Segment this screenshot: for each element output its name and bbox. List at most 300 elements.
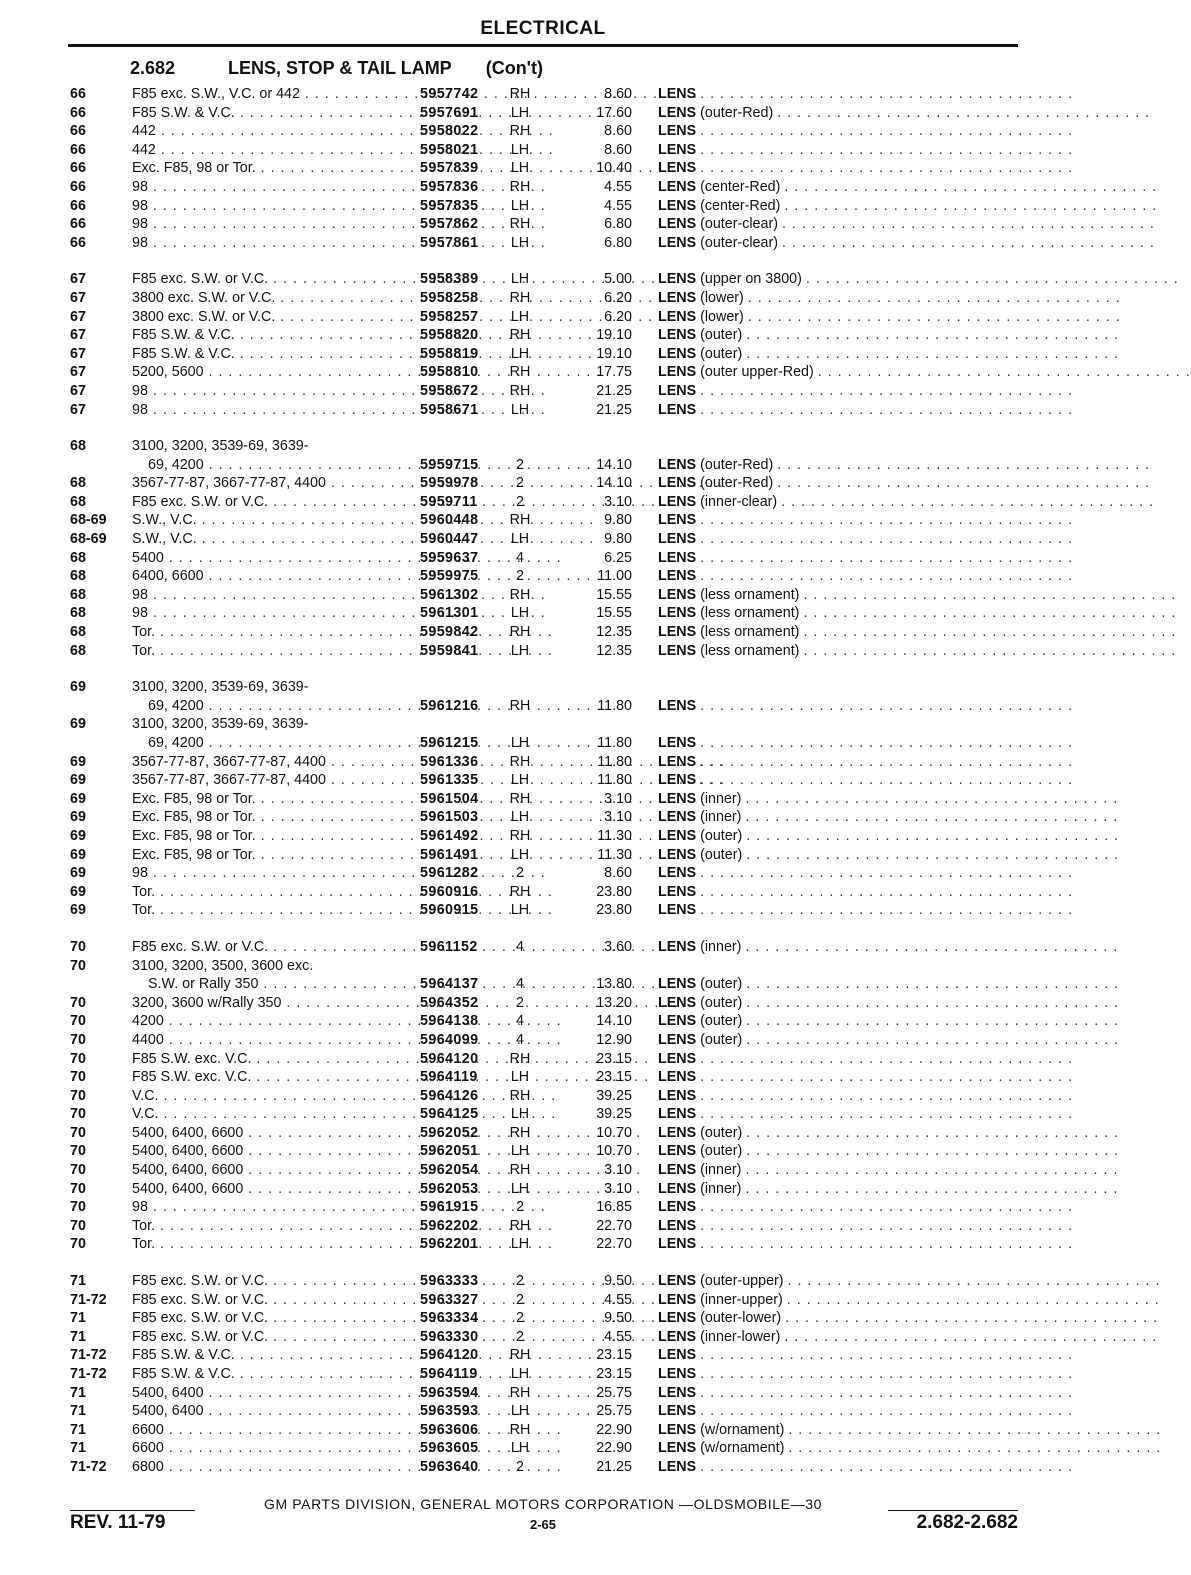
model-year: 69 bbox=[70, 679, 86, 696]
part-number: 5959637 bbox=[420, 549, 479, 566]
part-name: LENS bbox=[658, 902, 697, 919]
part-number: 5962054 bbox=[420, 1162, 479, 1179]
table-row bbox=[0, 493, 1155, 512]
application: Exc. F85, 98 or Tor. . . . bbox=[132, 846, 414, 865]
application: Exc. F85, 98 or Tor. . . . bbox=[132, 808, 414, 827]
application: 3100, 3200, 3539-69, 3639- bbox=[132, 438, 309, 455]
section-title: LENS, STOP & TAIL LAMP bbox=[228, 58, 452, 78]
part-name: LENS bbox=[658, 1050, 697, 1067]
leader-dots: . . . . . . . . . . . . . . . . . . . . . . . . . . . . . . . . . . . . . . bbox=[700, 531, 1074, 548]
description bbox=[658, 1068, 1074, 1087]
application: Exc. F85, 98 or Tor. . . . bbox=[132, 827, 414, 846]
leader-dots: . . . . . . . . . . . . . . . . . . . . . . . . . . . . . . . . . . . . . . bbox=[700, 1087, 1074, 1104]
price: 23.80 bbox=[596, 902, 632, 919]
part-number: 5963640 bbox=[420, 1458, 479, 1475]
model-year: 67 bbox=[70, 345, 86, 362]
leader-dots: . . . . . . . . . . . . . . . . . . . . . . . . . . . . . . . . . . . . . . bbox=[745, 790, 1119, 807]
leader-dots: . . . . . . . . . . . . . . . . . . . . . . . . . . . . . . . . . . . . . . bbox=[777, 104, 1151, 121]
application: 98 . . . bbox=[132, 864, 414, 883]
quantity-side: 2 bbox=[516, 1458, 524, 1475]
part-name: LENS bbox=[658, 586, 697, 603]
price: 4.55 bbox=[604, 1291, 632, 1308]
part-name: LENS bbox=[658, 475, 697, 492]
part-number: 5958389 bbox=[420, 271, 479, 288]
description bbox=[658, 1346, 1074, 1365]
table-row bbox=[0, 715, 1086, 734]
table-row bbox=[0, 623, 1177, 642]
part-number: 5959711 bbox=[420, 493, 478, 510]
part-number: 5964119 bbox=[420, 1069, 478, 1086]
quantity-side: 4 bbox=[516, 549, 524, 566]
part-number: 5963330 bbox=[420, 1328, 479, 1345]
price: 4.55 bbox=[604, 197, 632, 214]
part-number: 5957861 bbox=[420, 234, 479, 251]
part-name: LENS bbox=[658, 642, 697, 659]
leader-dots: . . . . . . . . . . . . . . . . . . . . . . . . . . . . . . . . . . . . . . bbox=[777, 475, 1151, 492]
part-number: 5961504 bbox=[420, 790, 479, 807]
leader-dots: . . . . . . . . . . . . . . . . . . . . . . . . . . . . . . . . . . . . . . bbox=[700, 401, 1074, 418]
quantity-side: LH bbox=[510, 345, 530, 362]
price: 23.80 bbox=[596, 883, 632, 900]
model-year: 70 bbox=[70, 1236, 86, 1253]
model-year: 68 bbox=[70, 642, 86, 659]
part-number: 5964120 bbox=[420, 1050, 479, 1067]
table-row bbox=[0, 567, 1086, 586]
part-number: 5961215 bbox=[420, 735, 479, 751]
application: V.C. . . . bbox=[132, 1105, 414, 1124]
part-name: LENS bbox=[658, 327, 697, 344]
part-number: 5961216 bbox=[420, 697, 479, 714]
description bbox=[658, 623, 1177, 642]
quantity-side: 2 bbox=[516, 1310, 524, 1327]
part-name: LENS bbox=[658, 1458, 697, 1475]
description bbox=[658, 567, 1074, 586]
quantity-side: LH bbox=[510, 271, 530, 288]
model-year: 71 bbox=[70, 1384, 86, 1401]
description bbox=[658, 474, 1151, 493]
leader-dots: . . . . . . . . . . . . . . . . . . . . . . . . . . . . . . . . . . . . . . bbox=[700, 865, 1074, 882]
description bbox=[658, 104, 1151, 123]
application: F85 exc. S.W. or V.C. . . . bbox=[132, 1272, 414, 1291]
part-detail: (outer upper-Red) bbox=[700, 364, 814, 381]
model-year: 70 bbox=[70, 1087, 86, 1104]
part-number: 5958022 bbox=[420, 123, 479, 140]
table-row bbox=[0, 1458, 1086, 1477]
price: 15.55 bbox=[596, 586, 632, 603]
price: 11.80 bbox=[597, 753, 632, 770]
leader-dots: . . . . . . . . . . . . . . . . . . . . . . . . . . . . . . . . . . . . . . bbox=[700, 753, 1074, 770]
leader-dots: . . . . . . . . . . . . . . . . . . . . . . . . . . . . . . . . . . . . . . bbox=[803, 624, 1177, 641]
part-name: LENS bbox=[658, 1347, 697, 1364]
application: 98 . . . bbox=[132, 215, 414, 234]
table-row bbox=[0, 1124, 1120, 1143]
part-name: LENS bbox=[658, 1236, 697, 1253]
part-detail: (inner) bbox=[700, 938, 742, 955]
table-row bbox=[0, 1161, 1119, 1180]
quantity-side: RH bbox=[509, 512, 531, 529]
description bbox=[658, 1142, 1120, 1161]
application: F85 exc. S.W. or V.C. . . . bbox=[132, 938, 414, 957]
part-number: 5963334 bbox=[420, 1310, 479, 1327]
price: 3.10 bbox=[604, 809, 632, 826]
table-row bbox=[0, 734, 1086, 753]
part-name: LENS bbox=[658, 1106, 697, 1123]
part-detail: (outer) bbox=[700, 1143, 743, 1160]
leader-dots: . . . . . . . . . . . . . . . . . . . . . . . . . . . . . . . . . . . . . . bbox=[746, 345, 1120, 362]
price: 8.60 bbox=[604, 86, 632, 102]
model-year: 68 bbox=[70, 549, 86, 566]
price: 10.70 bbox=[596, 1143, 632, 1160]
leader-dots: . . . . . . . . . . . . . . . . . . . . . . . . . . . . . . . . . . . . . . bbox=[781, 493, 1155, 510]
quantity-side: LH bbox=[510, 1236, 530, 1253]
description bbox=[658, 1421, 1162, 1440]
leader-dots: . . . . . . . . . . . . . . . . . . . . . . . . . . . . . . . . . . . . . . bbox=[700, 1347, 1074, 1364]
price: 4.55 bbox=[604, 1328, 632, 1345]
part-name: LENS bbox=[658, 216, 697, 233]
leader-dots: . . . . . . . . . . . . . . . . . . . . . . . . . . . . . . . . . . . . . . bbox=[747, 308, 1121, 325]
part-detail: (outer) bbox=[700, 827, 743, 844]
price: 23.15 bbox=[596, 1366, 632, 1382]
model-year: 70 bbox=[70, 1031, 86, 1048]
description bbox=[658, 308, 1121, 327]
price: 39.25 bbox=[596, 1087, 632, 1104]
part-name: LENS bbox=[658, 1124, 697, 1141]
model-year: 68 bbox=[70, 438, 86, 455]
model-year: 71 bbox=[70, 1403, 86, 1420]
price: 22.70 bbox=[596, 1236, 632, 1253]
description bbox=[658, 771, 1074, 790]
part-detail: (less ornament) bbox=[700, 624, 800, 641]
part-detail: (outer-Red) bbox=[700, 475, 774, 492]
application: Tor. . . . bbox=[132, 642, 414, 661]
part-number: 5958810 bbox=[420, 364, 479, 381]
price: 9.50 bbox=[604, 1273, 632, 1290]
price: 21.25 bbox=[596, 1458, 632, 1475]
table-row bbox=[0, 1142, 1120, 1161]
quantity-side: LH bbox=[510, 160, 530, 177]
application: 3800 exc. S.W. or V.C. . . . bbox=[132, 289, 414, 308]
application: 3100, 3200, 3539-69, 3639- bbox=[132, 716, 309, 733]
part-number: 5960448 bbox=[420, 512, 479, 529]
model-year: 66 bbox=[70, 216, 86, 233]
price: 9.80 bbox=[604, 512, 632, 529]
part-number: 5963327 bbox=[420, 1291, 479, 1308]
application: 442 . . . bbox=[132, 141, 414, 160]
price: 6.25 bbox=[604, 549, 632, 566]
description bbox=[658, 1217, 1074, 1236]
group-gap bbox=[0, 1254, 1086, 1272]
quantity-side: LH bbox=[510, 846, 530, 863]
part-detail: (inner-lower) bbox=[700, 1328, 781, 1345]
table-row bbox=[0, 234, 1155, 253]
part-number: 5959842 bbox=[420, 624, 479, 641]
price: 3.10 bbox=[604, 493, 632, 510]
leader-dots: . . . . . . . . . . . . . . . . . . . . . . . . . . . . . . . . . . . . . . bbox=[700, 1106, 1074, 1123]
table-row bbox=[0, 308, 1121, 327]
table-row bbox=[0, 511, 1086, 530]
part-name: LENS bbox=[658, 1291, 697, 1308]
model-year: 66 bbox=[70, 86, 86, 102]
table-row bbox=[0, 846, 1120, 865]
part-number: 5961335 bbox=[420, 772, 479, 789]
part-name: LENS bbox=[658, 938, 697, 955]
part-name: LENS bbox=[658, 531, 697, 548]
part-number: 5964352 bbox=[420, 994, 479, 1011]
group-gap bbox=[0, 419, 1086, 437]
quantity-side: RH bbox=[509, 86, 531, 102]
part-number: 5960915 bbox=[420, 902, 479, 919]
description bbox=[658, 827, 1120, 846]
price: 3.10 bbox=[604, 1180, 632, 1197]
table-row bbox=[0, 122, 1086, 141]
leader-dots: . . . . . . . . . . . . . . . . . . . . . . . . . . . . . . . . . . . . . . bbox=[784, 1328, 1158, 1345]
model-year: 69 bbox=[70, 827, 86, 844]
table-row bbox=[0, 437, 1086, 456]
model-year: 68-69 bbox=[70, 531, 107, 548]
table-row bbox=[0, 1291, 1160, 1310]
leader-dots: . . . . . . . . . . . . . . . . . . . . . . . . . . . . . . . . . . . . . . bbox=[805, 271, 1179, 288]
description bbox=[658, 178, 1158, 197]
price: 12.35 bbox=[596, 624, 632, 641]
part-number: 5958257 bbox=[420, 308, 479, 325]
description bbox=[658, 753, 1074, 772]
price: 14.10 bbox=[596, 1013, 632, 1030]
model-year: 70 bbox=[70, 938, 86, 955]
part-number: 5964119 bbox=[420, 1366, 478, 1382]
description bbox=[658, 85, 1074, 104]
part-name: LENS bbox=[658, 1310, 697, 1327]
leader-dots: . . . . . . . . . . . . . . . . . . . . . . . . . . . . . . . . . . . . . . bbox=[700, 1050, 1074, 1067]
description bbox=[658, 1272, 1161, 1291]
part-name: LENS bbox=[658, 308, 697, 325]
model-year: 71 bbox=[70, 1310, 86, 1327]
part-detail: (inner) bbox=[700, 1162, 742, 1179]
application: 5400, 6400 . . . bbox=[132, 1402, 414, 1421]
leader-dots: . . . . . . . . . . . . . . . . . . . . . . . . . . . . . . . . . . . . . . bbox=[746, 1031, 1120, 1048]
application: 5400, 6400, 6600 . . . bbox=[132, 1180, 414, 1199]
price: 17.60 bbox=[596, 104, 632, 121]
application: 5400 . . . bbox=[132, 549, 414, 568]
description bbox=[658, 901, 1074, 920]
part-name: LENS bbox=[658, 809, 697, 826]
model-year: 69 bbox=[70, 753, 86, 770]
leader-dots: . . . . . . . . . . . . . . . . . . . . . . . . . . . . . . . . . . . . . . bbox=[746, 994, 1120, 1011]
part-detail: (lower) bbox=[700, 308, 744, 325]
table-row bbox=[0, 85, 1086, 104]
quantity-side: LH bbox=[510, 1143, 530, 1160]
part-detail: (outer) bbox=[700, 1013, 743, 1030]
part-number: 5959978 bbox=[420, 475, 479, 492]
leader-dots: . . . . . . . . . . . . . . . . . . . . . . . . . . . . . . . . . . . . . . bbox=[745, 1162, 1119, 1179]
quantity-side: 2 bbox=[516, 865, 524, 882]
part-number: 5957836 bbox=[420, 178, 479, 195]
part-number: 5958258 bbox=[420, 289, 479, 306]
price: 14.10 bbox=[596, 456, 632, 473]
application: F85 S.W. & V.C. . . . bbox=[132, 1346, 414, 1365]
quantity-side: 2 bbox=[516, 456, 524, 473]
table-row bbox=[0, 401, 1086, 420]
description bbox=[658, 1402, 1074, 1421]
price: 25.75 bbox=[596, 1403, 632, 1420]
model-year: 70 bbox=[70, 1162, 86, 1179]
description bbox=[658, 994, 1120, 1013]
application: 98 . . . bbox=[132, 586, 414, 605]
quantity-side: LH bbox=[510, 234, 530, 251]
part-name: LENS bbox=[658, 104, 697, 121]
model-year: 67 bbox=[70, 271, 86, 288]
description bbox=[658, 697, 1074, 716]
quantity-side: LH bbox=[510, 605, 530, 622]
quantity-side: RH bbox=[509, 827, 531, 844]
quantity-side: 4 bbox=[516, 976, 524, 993]
quantity-side: LH bbox=[510, 531, 530, 548]
model-year: 67 bbox=[70, 289, 86, 306]
leader-dots: . . . . . . . . . . . . . . . . . . . . . . . . . . . . . . . . . . . . . . bbox=[746, 827, 1120, 844]
leader-dots: . . . . . . . . . . . . . . . . . . . . . . . . . . . . . . . . . . . . . . bbox=[700, 382, 1074, 399]
application: Exc. F85, 98 or Tor. . . . bbox=[132, 159, 414, 178]
application: F85 exc. S.W. or V.C. . . . bbox=[132, 1328, 414, 1347]
table-row bbox=[0, 1439, 1162, 1458]
part-detail: (outer-Red) bbox=[700, 104, 774, 121]
table-row bbox=[0, 901, 1086, 920]
quantity-side: LH bbox=[510, 104, 530, 121]
part-detail: (outer-clear) bbox=[700, 216, 778, 233]
description bbox=[658, 326, 1120, 345]
leader-dots: . . . . . . . . . . . . . . . . . . . . . . . . . . . . . . . . . . . . . . bbox=[784, 197, 1158, 214]
group-gap bbox=[0, 920, 1086, 938]
description bbox=[658, 363, 1191, 382]
model-year: 71 bbox=[70, 1328, 86, 1345]
part-name: LENS bbox=[658, 382, 697, 399]
part-name: LENS bbox=[658, 178, 697, 195]
table-row bbox=[0, 827, 1120, 846]
part-number: 5962201 bbox=[420, 1236, 479, 1253]
price: 19.10 bbox=[596, 327, 632, 344]
part-name: LENS bbox=[658, 123, 697, 140]
quantity-side: 2 bbox=[516, 1273, 524, 1290]
description bbox=[658, 456, 1151, 475]
price: 8.60 bbox=[604, 865, 632, 882]
quantity-side: RH bbox=[509, 753, 531, 770]
part-number: 5960447 bbox=[420, 531, 479, 548]
quantity-side: LH bbox=[510, 735, 530, 751]
table-row bbox=[0, 697, 1086, 716]
price: 21.25 bbox=[596, 401, 632, 418]
table-row bbox=[0, 530, 1086, 549]
quantity-side: 2 bbox=[516, 568, 524, 585]
part-name: LENS bbox=[658, 1384, 697, 1401]
description bbox=[658, 1180, 1119, 1199]
description bbox=[658, 1291, 1160, 1310]
model-year: 70 bbox=[70, 1199, 86, 1216]
leader-dots: . . . . . . . . . . . . . . . . . . . . . . . . . . . . . . . . . . . . . . bbox=[747, 289, 1121, 306]
price: 23.15 bbox=[596, 1069, 632, 1086]
leader-dots: . . . . . . . . . . . . . . . . . . . . . . . . . . . . . . . . . . . . . . bbox=[746, 846, 1120, 863]
leader-dots: . . . . . . . . . . . . . . . . . . . . . . . . . . . . . . . . . . . . . . bbox=[700, 549, 1074, 566]
quantity-side: LH bbox=[510, 1403, 530, 1420]
price: 4.55 bbox=[604, 178, 632, 195]
continued-label: (Con't) bbox=[485, 58, 543, 78]
leader-dots: . . . . . . . . . . . . . . . . . . . . . . . . . . . . . . . . . . . . . . bbox=[700, 1458, 1074, 1475]
description bbox=[658, 493, 1155, 512]
part-number: 5957742 bbox=[420, 86, 479, 102]
leader-dots: . . . . . . . . . . . . . . . . . . . . . . . . . . . . . . . . . . . . . . bbox=[777, 456, 1151, 473]
part-number: 5964099 bbox=[420, 1031, 479, 1048]
price: 23.15 bbox=[596, 1050, 632, 1067]
quantity-side: RH bbox=[509, 382, 531, 399]
part-number: 5962052 bbox=[420, 1124, 479, 1141]
model-year: 71 bbox=[70, 1440, 86, 1457]
leader-dots: . . . . . . . . . . . . . . . . . . . . . . . . . . . . . . . . . . . . . . bbox=[746, 1013, 1120, 1030]
description bbox=[658, 1458, 1074, 1477]
model-year: 71 bbox=[70, 1421, 86, 1438]
quantity-side: RH bbox=[509, 586, 531, 603]
leader-dots: . . . . . . . . . . . . . . . . . . . . . . . . . . . . . . . . . . . . . . bbox=[746, 1124, 1120, 1141]
model-year: 66 bbox=[70, 104, 86, 121]
price: 14.10 bbox=[596, 475, 632, 492]
description bbox=[658, 1161, 1119, 1180]
description bbox=[658, 1087, 1074, 1106]
description bbox=[658, 401, 1074, 420]
leader-dots: . . . . . . . . . . . . . . . . . . . . . . . . . . . . . . . . . . . . . . bbox=[803, 605, 1177, 622]
part-number: 5961491 bbox=[420, 846, 479, 863]
price: 12.90 bbox=[596, 1031, 632, 1048]
part-detail: (outer) bbox=[700, 976, 743, 993]
quantity-side: RH bbox=[509, 883, 531, 900]
part-name: LENS bbox=[658, 753, 697, 770]
application: 6600 . . . bbox=[132, 1439, 414, 1458]
part-name: LENS bbox=[658, 1273, 697, 1290]
description bbox=[658, 234, 1155, 253]
part-name: LENS bbox=[658, 1328, 697, 1345]
part-name: LENS bbox=[658, 697, 697, 714]
leader-dots: . . . . . . . . . . . . . . . . . . . . . . . . . . . . . . . . . . . . . . bbox=[700, 141, 1074, 158]
quantity-side: LH bbox=[510, 1106, 530, 1123]
table-row bbox=[0, 771, 1086, 790]
quantity-side: 2 bbox=[516, 1328, 524, 1345]
table-row bbox=[0, 642, 1177, 661]
part-name: LENS bbox=[658, 568, 697, 585]
part-name: LENS bbox=[658, 1143, 697, 1160]
quantity-side: 4 bbox=[516, 1013, 524, 1030]
quantity-side: LH bbox=[510, 902, 530, 919]
quantity-side: RH bbox=[509, 364, 531, 381]
quantity-side: RH bbox=[509, 216, 531, 233]
application: 69, 4200 . . . bbox=[148, 697, 414, 716]
quantity-side: RH bbox=[509, 1217, 531, 1234]
part-number: 5962053 bbox=[420, 1180, 479, 1197]
application: S.W. or Rally 350 . . . bbox=[148, 975, 414, 994]
model-year: 70 bbox=[70, 1143, 86, 1160]
quantity-side: LH bbox=[510, 1069, 530, 1086]
part-name: LENS bbox=[658, 271, 697, 288]
table-row bbox=[0, 270, 1179, 289]
part-detail: (w/ornament) bbox=[700, 1421, 785, 1438]
application: 3567-77-87, 3667-77-87, 4400 . . . bbox=[132, 771, 414, 790]
part-name: LENS bbox=[658, 605, 697, 622]
table-row bbox=[0, 1421, 1162, 1440]
part-name: LENS bbox=[658, 141, 697, 158]
description bbox=[658, 549, 1074, 568]
description bbox=[658, 159, 1074, 178]
table-row bbox=[0, 1087, 1086, 1106]
application: Tor. . . . bbox=[132, 623, 414, 642]
application: Exc. F85, 98 or Tor. . . . bbox=[132, 790, 414, 809]
part-number: 5963606 bbox=[420, 1421, 479, 1438]
quantity-side: LH bbox=[510, 141, 530, 158]
quantity-side: RH bbox=[509, 697, 531, 714]
application: 4200 . . . bbox=[132, 1012, 414, 1031]
